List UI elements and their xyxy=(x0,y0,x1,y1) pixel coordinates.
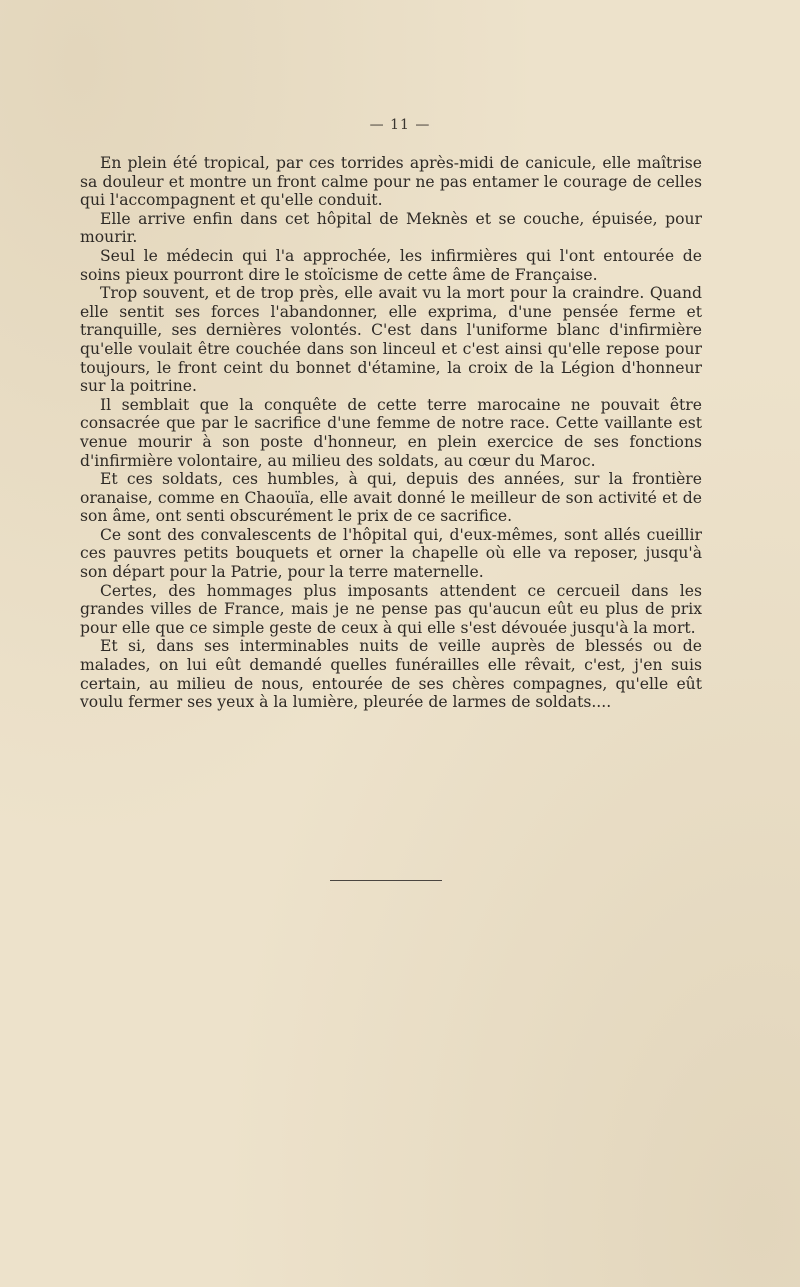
paragraph-6: Et ces soldats, ces humbles, à qui, depuis des années, sur la frontière oranaise, comme en Chaouïa, elle avait donné le meilleur de son activité et de son âme, ont senti obscurément le prix de ce sacrifice. xyxy=(80,470,702,526)
paragraph-7: Ce sont des convalescents de l'hôpital qui, d'eux-mêmes, sont allés cueillir ces pauvres petits bouquets et orner la chapelle où elle va reposer, jusqu'à son départ pour la Patrie, pour la terre maternelle. xyxy=(80,525,702,582)
paragraph-1: En plein été tropical, par ces torrides après-midi de canicule, elle maîtrise sa douleur et montre un front calme pour ne pas entamer le courage de celles qui l'accompagnent et qu'elle conduit. xyxy=(80,154,702,210)
body-text xyxy=(80,154,702,712)
paragraph-9: Et si, dans ses interminables nuits de veille auprès de blessés ou de malades, on lui eût demandé quelles funérailles elle rêvait, c'est, j'en suis certain, au milieu de nous, entourée de ses chères compagnes, qu'elle eût voulu fermer ses yeux à la lumière, pleurée de larmes de soldats.... xyxy=(80,637,702,712)
page-number: — 11 — xyxy=(369,117,431,133)
section-divider xyxy=(330,880,442,881)
paragraph-5: Il semblait que la conquête de cette terre marocaine ne pouvait être consacrée que par le sacrifice d'une femme de notre race. Cette vaillante est venue mourir à son poste d'honneur, en plein exercice de ses fonctions d'infirmière volontaire, au milieu des soldats, au cœur du Maroc. xyxy=(80,395,702,470)
paragraph-8: Certes, des hommages plus imposants attendent ce cercueil dans les grandes villes de France, mais je ne pense pas qu'aucun eût eu plus de prix pour elle que ce simple geste de ceux à qui elle s'est dévouée jusqu'à la mort. xyxy=(80,581,702,637)
paragraph-4: Trop souvent, et de trop près, elle avait vu la mort pour la craindre. Quand elle sentit ses forces l'abandonner, elle exprima, d'une pensée ferme et tranquille, ses dernières volontés. C'est dans l'uniforme blanc d'infirmière qu'elle voulait être couchée dans son linceul et c'est ainsi qu'elle repose pour toujours, le front ceint du bonnet d'étamine, la croix de la Légion d'honneur sur la poitrine. xyxy=(80,284,702,396)
paragraph-3: Seul le médecin qui l'a approchée, les infirmières qui l'ont entourée de soins pieux pourront dire le stoïcisme de cette âme de Française. xyxy=(80,246,702,284)
paragraph-2: Elle arrive enfin dans cet hôpital de Meknès et se couche, épuisée, pour mourir. xyxy=(80,209,702,247)
